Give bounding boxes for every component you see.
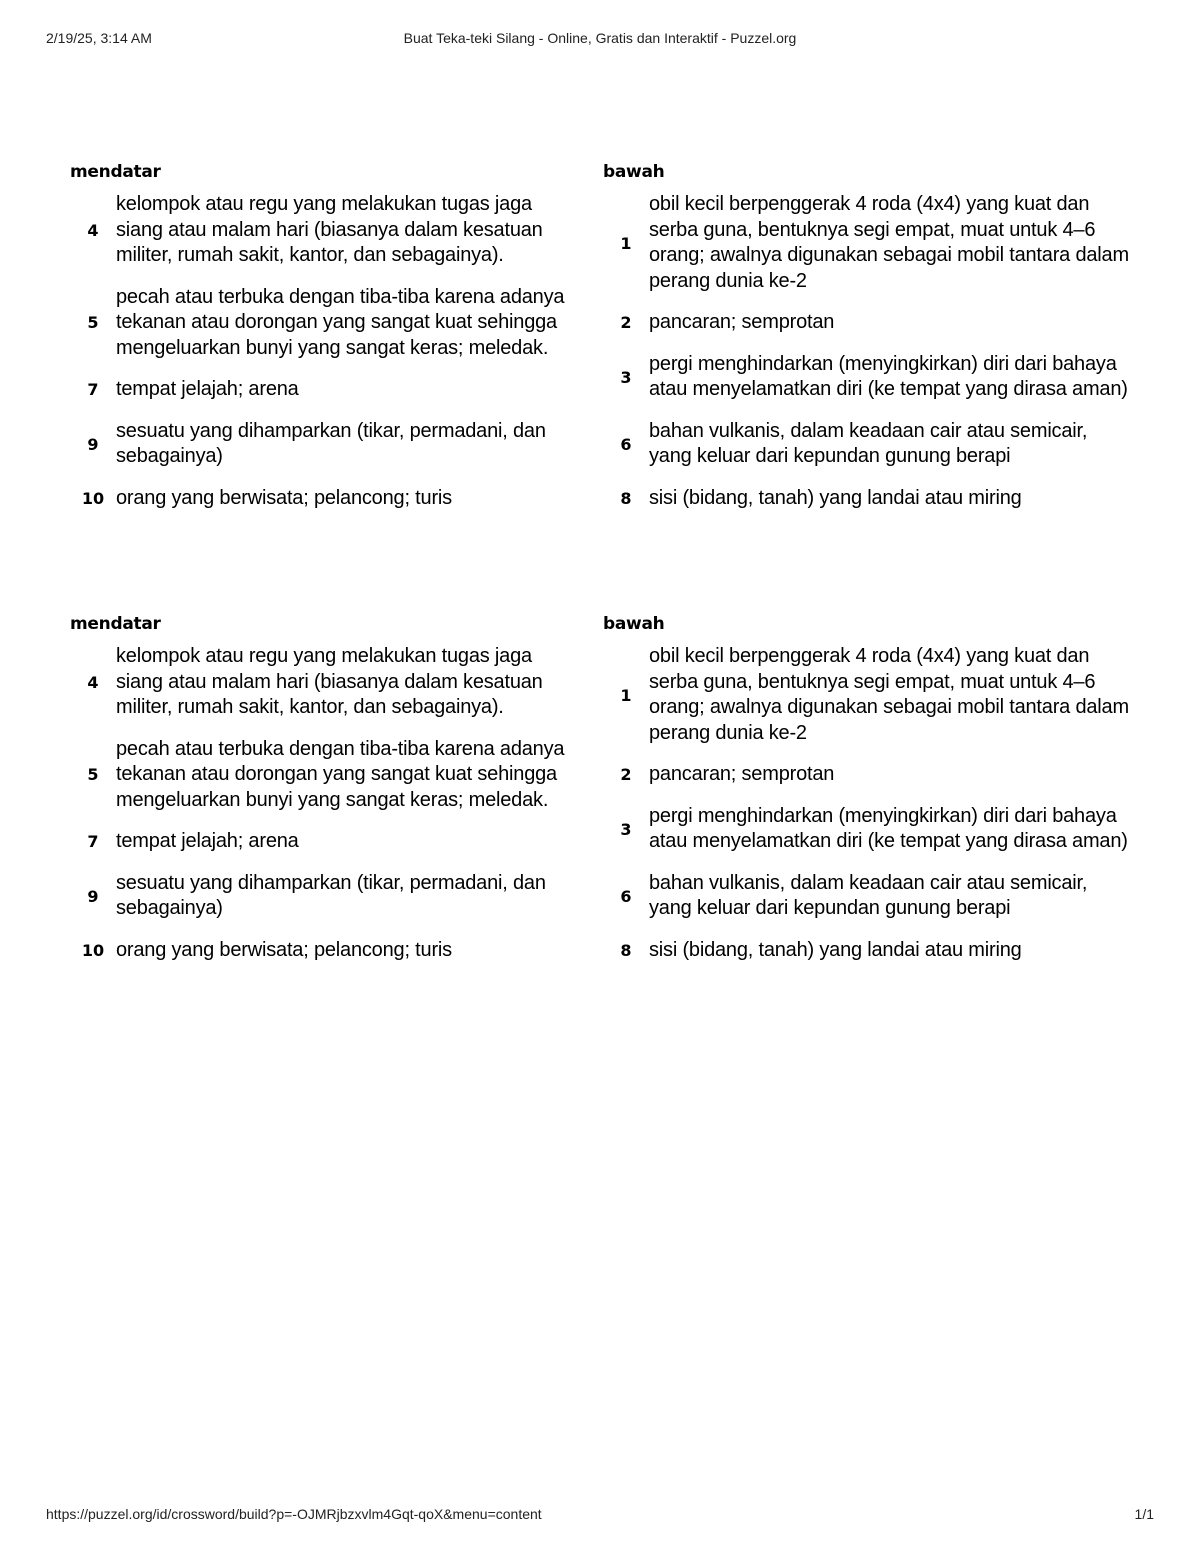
clue-number: 9 [87,434,99,454]
clue-number: 4 [87,220,99,240]
clue-item [70,377,565,403]
clue-number: 7 [87,832,99,852]
print-date: 2/19/25, 3:14 AM [46,30,152,46]
clue-item [603,804,1130,855]
clue-text: sesuatu yang dihamparkan (tikar, permadani, dan sebagainya) [116,419,546,467]
clue-item [603,192,1130,294]
clue-number: 7 [87,380,99,400]
clue-item [603,938,1130,964]
page-number: 1/1 [1134,1506,1154,1522]
clue-number: 1 [620,233,632,253]
clue-text: pecah atau terbuka dengan tiba-tiba karena adanya tekanan atau dorongan yang sangat kuat sehingga mengeluarkan bunyi yang sangat keras; meledak. [116,737,565,811]
clue-number: 3 [620,367,632,387]
clue-text: orang yang berwisata; pelancong; turis [116,486,452,509]
clue-number: 2 [620,313,632,333]
across-clues-column [70,612,565,979]
down-clues-column [603,160,1130,527]
clue-text: kelompok atau regu yang melakukan tugas jaga siang atau malam hari (biasanya dalam kesatuan militer, rumah sakit, kantor, dan sebagainya). [116,645,543,718]
print-header [46,30,1154,50]
clue-text: bahan vulkanis, dalam keadaan cair atau semicair, yang keluar dari kepundan gunung berapi [649,419,1088,467]
clue-text: pancaran; semprotan [649,311,835,333]
clue-number: 9 [87,886,99,906]
clue-item [603,419,1130,470]
across-clue-list [70,192,565,511]
clue-number: 10 [81,940,105,960]
clue-number: 5 [87,313,99,333]
clue-number: 1 [620,685,632,705]
clue-item [70,938,565,964]
clue-item [70,871,565,922]
clue-text: tempat jelajah; arena [116,378,299,400]
down-heading: bawah [603,614,665,634]
clue-item [603,871,1130,922]
clue-item [70,192,565,269]
across-clues-column [70,160,565,527]
print-url: https://puzzel.org/id/crossword/build?p=-OJMRjbzxvlm4Gqt-qoX&menu=content [46,1506,542,1522]
clue-number: 8 [620,940,632,960]
down-clues-column [603,612,1130,979]
print-page-title: Buat Teka-teki Silang - Online, Gratis dan Interaktif - Puzzel.org [403,30,797,46]
clue-item [603,486,1130,512]
down-clue-list [603,192,1130,511]
clue-text: sisi (bidang, tanah) yang landai atau miring [649,938,1022,961]
clue-text: pecah atau terbuka dengan tiba-tiba karena adanya tekanan atau dorongan yang sangat kuat sehingga mengeluarkan bunyi yang sangat keras; meledak. [116,285,565,359]
clue-number: 4 [87,672,99,692]
clue-item [603,644,1130,746]
down-heading: bawah [603,162,665,182]
clue-text: obil kecil berpenggerak 4 roda (4x4) yang kuat dan serba guna, bentuknya segi empat, muat untuk 4–6 orang; awalnya digunakan sebagai mobil tantara dalam perang dunia ke-2 [649,193,1129,292]
print-footer [46,1506,1154,1526]
clue-text: bahan vulkanis, dalam keadaan cair atau semicair, yang keluar dari kepundan gunung berapi [649,871,1088,919]
down-clue-list [603,644,1130,963]
clue-text: orang yang berwisata; pelancong; turis [116,938,452,961]
clue-item [70,737,565,814]
clue-number: 10 [81,488,105,508]
clue-item [603,310,1130,336]
clue-item [70,829,565,855]
clue-item [603,352,1130,403]
clue-text: sesuatu yang dihamparkan (tikar, permadani, dan sebagainya) [116,871,546,919]
clue-number: 8 [620,488,632,508]
clue-item [70,486,565,512]
clue-text: sisi (bidang, tanah) yang landai atau miring [649,486,1022,509]
clue-number: 2 [620,765,632,785]
clue-number: 6 [620,434,632,454]
clue-text: obil kecil berpenggerak 4 roda (4x4) yang kuat dan serba guna, bentuknya segi empat, muat untuk 4–6 orang; awalnya digunakan sebagai mobil tantara dalam perang dunia ke-2 [649,645,1129,744]
clue-number: 6 [620,886,632,906]
across-heading: mendatar [70,162,161,182]
across-clue-list [70,644,565,963]
clue-number: 3 [620,819,632,839]
clue-item [603,762,1130,788]
clue-text: kelompok atau regu yang melakukan tugas jaga siang atau malam hari (biasanya dalam kesatuan militer, rumah sakit, kantor, dan sebagainya). [116,193,543,266]
across-heading: mendatar [70,614,161,634]
clue-text: pergi menghindarkan (menyingkirkan) diri dari bahaya atau menyelamatkan diri (ke tempat yang dirasa aman) [649,804,1128,852]
clue-text: pancaran; semprotan [649,763,835,785]
clue-text: pergi menghindarkan (menyingkirkan) diri dari bahaya atau menyelamatkan diri (ke tempat yang dirasa aman) [649,352,1128,400]
clue-number: 5 [87,765,99,785]
clue-item [70,285,565,362]
clue-item [70,419,565,470]
clue-item [70,644,565,721]
clue-text: tempat jelajah; arena [116,830,299,852]
